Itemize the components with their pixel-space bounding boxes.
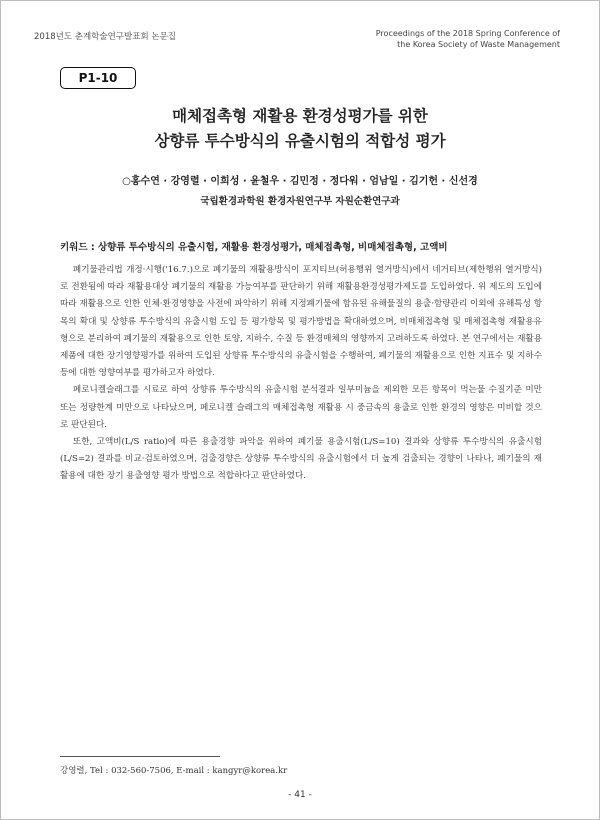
corresponding-author-footnote: 강영렬, Tel : 032-560-7506, E-mail : kangyr@korea.kr bbox=[60, 766, 288, 776]
abstract-paragraph-3: 또한, 고액비(L/S ratio)에 따른 용출경향 파악을 위하여 폐기물 용출시험(L/S=10) 결과와 상향류 투수방식의 유출시험(L/S=2) 결과를 비교·검토하였으며, 검출경향은 상향류 투수방식의 유출시험에서 더 높게 검출되는 경향이 나타나, 폐기물의 재활용에 대한 장기 용출영향 평가 방법으로 적합하다고 판단하였다. bbox=[60, 437, 542, 482]
running-header-right-line1: Proceedings of the 2018 Spring Conference of bbox=[375, 29, 560, 38]
footnote-divider bbox=[60, 756, 220, 757]
running-header-right bbox=[376, 28, 560, 50]
paper-title-line2: 상향류 투수방식의 유출시험의 적합성 평가 bbox=[154, 132, 446, 150]
paper-title-line1: 매체접촉형 재활용 환경성평가를 위한 bbox=[172, 107, 428, 125]
keywords: 키워드 : 상향류 투수방식의 유출시험, 재활용 환경성평가, 매체접촉형, 비매체접촉형, 고액비 bbox=[60, 242, 448, 253]
paper-code-badge: P1-10 bbox=[60, 67, 136, 89]
running-header-right-line2: the Korea Society of Waste Management bbox=[397, 40, 560, 49]
running-header-left: 2018년도 춘계학술연구발표회 논문집 bbox=[34, 32, 176, 42]
page-number: - 41 - bbox=[288, 790, 312, 800]
affiliation: 국립환경과학원 환경자원연구부 자원순환연구과 bbox=[200, 196, 400, 207]
author-list: ○홍수연 · 강영렬 · 이희성 · 윤철우 · 김민정 · 정다워 · 엄남일 · 김기헌 · 신선경 bbox=[122, 176, 478, 187]
abstract-paragraph-2: 페로니켈슬래그를 시료로 하여 상향류 투수방식의 유출시험 분석결과 일부미늄을 제외한 모든 항목이 먹는물 수질기준 미만 또는 정량한계 미만으로 나타났으며, 페로니켈 슬래그의 매체접촉형 재활용 시 중금속의 용출로 인한 환경의 영향은 미비할 것으로 판단된다. bbox=[60, 385, 542, 430]
abstract-body bbox=[60, 262, 542, 486]
abstract-paragraph-1: 폐기물관리법 개정·시행('16.7.)으로 폐기물의 재활용방식이 포지티브(허용행위 열거방식)에서 네거티브(제한행위 열거방식)로 전환됨에 따라 재활용대상 폐기물의 재활용 가능여부를 판단하기 위해 재활용환경성평가제도를 도입하였다. 위 제도의 도입에 따라 재활용으로 인한 인체·환경영향을 사전에 파악하기 위해 지정폐기물에 함유된 유해물질의 용출·함량관리 이외에 유해특성 항목의 확대 및 상향류 투수방식의 유출시험 도입 등 평가항목 및 평가방법을 확대하였으며, 비매체접촉형 및 매체접촉형 재활용유형으로 분리하여 폐기물의 재활용으로 인한 토양, 지하수, 수질 등 환경매체의 영향까지 고려하도록 하였다. 본 연구에서는 재활용 제품에 대한 장기영향평가를 위하여 도입된 상향류 투수방식의 유출시험을 수행하여, 폐기물의 재활용으로 인한 지표수 및 지하수 등에 대한 영향여부를 평가하고자 하였다. bbox=[60, 265, 542, 379]
